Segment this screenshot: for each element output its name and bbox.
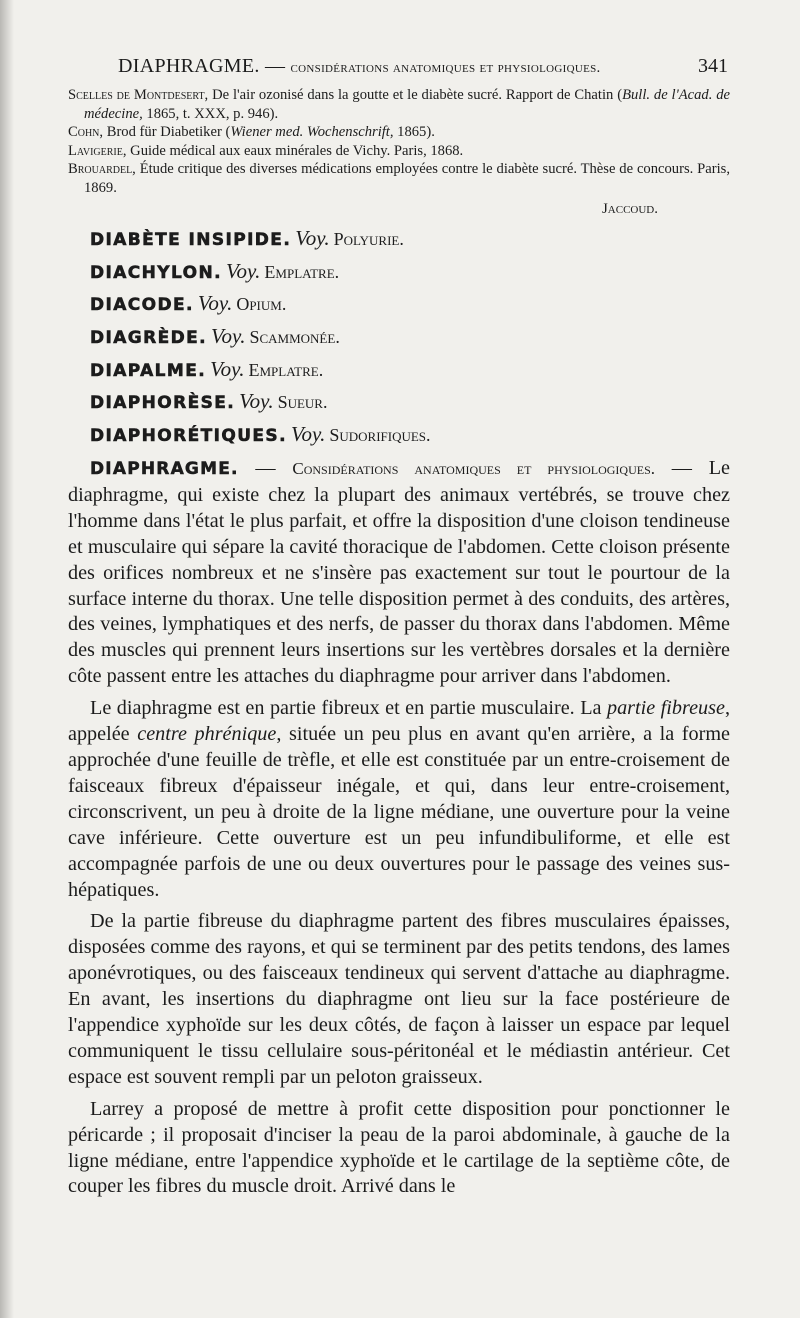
page-number: 341 bbox=[698, 55, 728, 77]
bibliography-entry bbox=[68, 86, 730, 123]
running-title-dash: — bbox=[259, 55, 291, 77]
voy-label: Voy. bbox=[239, 389, 274, 414]
page-gutter-shadow bbox=[0, 0, 14, 1318]
running-title-line bbox=[118, 55, 601, 78]
running-title: DIAPHRAGME. bbox=[118, 55, 260, 77]
bibliography-journal: Bull. de l'Acad. de médecine, bbox=[84, 87, 731, 122]
article-heading: DIAPHRAGME. bbox=[90, 459, 239, 479]
article-paragraph-text: Le diaphragme est en partie fibreux et en partie musculaire. La bbox=[90, 697, 607, 720]
entry-term: DIAGRÈDE. bbox=[90, 328, 208, 349]
bibliography-entry bbox=[68, 123, 730, 142]
reference-target: Opium. bbox=[236, 294, 287, 315]
author-signature: Jaccoud. bbox=[601, 200, 658, 217]
bibliography-author: Brouardel, bbox=[68, 161, 136, 178]
entry-term: DIAPHORÈSE. bbox=[90, 393, 236, 414]
article-paragraph: Larrey a proposé de mettre à profit cette disposition pour ponctionner le péricarde ; il proposait d'inciser la peau de la paroi abdominale, à gauche de la ligne médiane, entre l'appendice xyphoïde et le cartilage de la septième côte, de couper les fibres du muscle droit. Arrivé dans le bbox=[68, 1097, 730, 1198]
bibliography-text: Étude critique des diverses médications employées contre le diabète sucré. Thèse de concours. Paris, 1869. bbox=[84, 161, 730, 196]
article-term-italic: centre phrénique bbox=[137, 723, 277, 746]
voy-label: Voy. bbox=[211, 324, 246, 349]
bibliography-rest: 1865). bbox=[393, 124, 435, 141]
reference-target: Sueur. bbox=[277, 392, 328, 413]
bibliography-author: Cohn, bbox=[68, 124, 104, 141]
article-paragraph bbox=[68, 456, 730, 690]
cross-reference-entry bbox=[90, 385, 730, 418]
running-subtitle: considérations anatomiques et physiologiques. bbox=[290, 60, 601, 76]
running-header bbox=[118, 55, 728, 83]
voy-label: Voy. bbox=[295, 226, 330, 250]
voy-label: Voy. bbox=[225, 258, 261, 283]
cross-reference-entry bbox=[90, 320, 730, 353]
bibliography-text: Guide médical aux eaux minérales de Vichy. Paris, 1868. bbox=[126, 142, 464, 159]
entry-term: DIACHYLON. bbox=[90, 262, 222, 283]
entry-term: DIABÈTE INSIPIDE. bbox=[90, 230, 292, 250]
cross-reference-entry bbox=[90, 222, 730, 255]
article-paragraph-text: , située un peu plus en avant qu'en arrière, a la forme approchée d'une feuille de trèfle, et elle est constituée par un entre-croisement de faisceaux fibreux d'épaisseur inégale, et qui, dans leur entre-croisement, circonscrivent, un peu à droite de la ligne médiane, une ouverture pour la veine cave inférieure. Cette ouverture est un peu infundibuliforme, et elle est accompagnée parfois de une ou deux ouvertures pour le passage des veines sus-hépatiques. bbox=[68, 723, 731, 901]
bibliography-author: Lavigerie, bbox=[68, 142, 127, 159]
article-term-italic: partie fibreuse bbox=[606, 697, 725, 720]
bibliography-entry bbox=[68, 142, 730, 161]
voy-label: Voy. bbox=[197, 291, 233, 316]
cross-reference-entry bbox=[90, 287, 730, 320]
reference-target: Sudorifiques. bbox=[329, 425, 431, 446]
cross-reference-entry bbox=[90, 255, 730, 288]
cross-reference-entry bbox=[90, 418, 730, 451]
bibliography-entry bbox=[68, 160, 730, 197]
reference-target: Emplatre. bbox=[248, 359, 324, 380]
entry-term: DIAPALME. bbox=[90, 360, 207, 381]
article-paragraph-text: — Le diaphragme, qui existe chez la plupart des animaux vertébrés, se trouve chez l'homme dans l'état le plus parfait, et offre la disposition d'une cloison tendineuse et musculaire qui sépare la cavité thoracique de l'abdomen. Cette cloison présente des orifices nombreux et ne s'insère pas exactement sur tout le pourtour de la surface interne du thorax. Une telle disposition permet à des conduits, des artères, des veines, lymphatiques et des nerfs, de passer du thorax dans l'abdomen. Même des muscles qui prennent leurs insertions sur les vertèbres dorsales et la dernière côte passent entre les attaches du diaphragme pour arriver dans l'abdomen. bbox=[68, 457, 731, 688]
entry-term: DIACODE. bbox=[90, 295, 194, 316]
article-body bbox=[68, 456, 730, 1200]
cross-reference-entry bbox=[90, 353, 730, 386]
bibliography-author: Scelles de Montdesert, bbox=[68, 87, 209, 103]
voy-label: Voy. bbox=[210, 356, 245, 381]
bibliography bbox=[68, 86, 730, 218]
bibliography-rest: 1865, t. XXX, p. 946). bbox=[142, 105, 279, 122]
bibliography-journal: Wiener med. Wochenschrift, bbox=[230, 124, 394, 141]
reference-target: Polyurie. bbox=[333, 229, 404, 249]
article-heading-dash: — bbox=[238, 457, 293, 479]
reference-target: Scammonée. bbox=[249, 327, 340, 348]
article-paragraph bbox=[68, 696, 730, 903]
reference-target: Emplatre. bbox=[264, 261, 340, 282]
bibliography-text: De l'air ozonisé dans la goutte et le diabète sucré. Rapport de Chatin ( bbox=[208, 87, 623, 103]
article-paragraph: De la partie fibreuse du diaphragme partent des fibres musculaires épaisses, disposées comme des rayons, et qui se terminent par des petits tendons, des lames aponévrotiques, ou des faisceaux tendineux qui servent d'attache au diaphragme. En avant, les insertions du diaphragme ont lieu sur la face postérieure de l'appendice xyphoïde sur les deux côtés, de façon à laisser un espace par lequel communiquent le tissu cellulaire sous-péritonéal et le médiastin antérieur. Cet espace est souvent rempli par un peloton graisseux. bbox=[68, 910, 730, 1088]
entry-term: DIAPHORÉTIQUES. bbox=[90, 426, 287, 447]
cross-reference-list bbox=[90, 222, 730, 451]
voy-label: Voy. bbox=[290, 422, 326, 447]
article-subheading: Considérations anatomiques et physiologiques. bbox=[292, 459, 655, 478]
bibliography-text: Brod für Diabetiker ( bbox=[103, 124, 231, 141]
article-paragraph-text: , appelée bbox=[68, 697, 730, 746]
